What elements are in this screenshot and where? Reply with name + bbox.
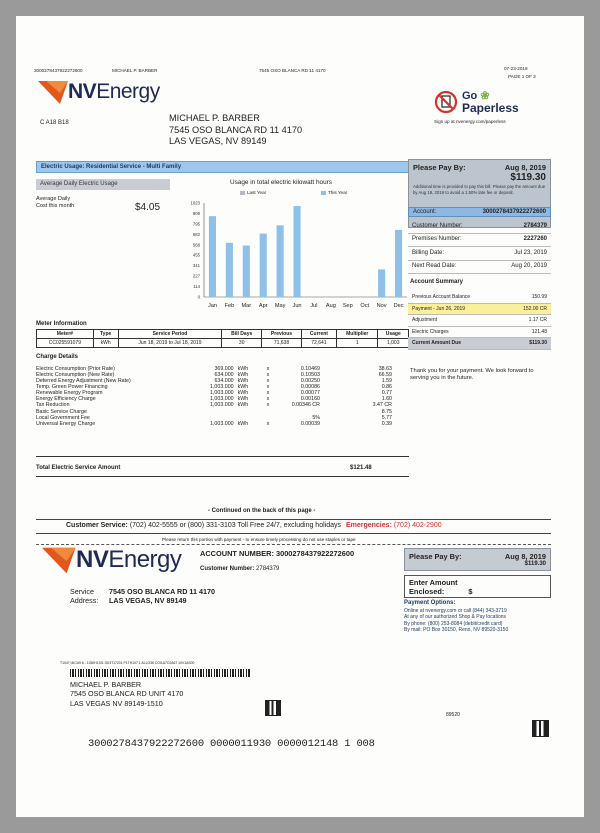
account-summary-row — [408, 292, 551, 304]
charge-amount: 66.59 — [378, 372, 392, 379]
footer-rule-top — [36, 519, 551, 520]
meter-col-current: Current — [301, 330, 336, 339]
y-tick-label: 227 — [192, 273, 200, 279]
charge-qty: 634.000 — [214, 372, 234, 379]
top-account-number: 3000278437922272600 — [34, 68, 83, 73]
x-tick-label: May — [274, 303, 286, 309]
pay-by-date: Aug 8, 2019 — [504, 163, 546, 172]
avg-label-2: Cost this month — [36, 202, 75, 209]
charge-desc: Basic Service Charge — [36, 408, 87, 415]
payment-option: Online at nvenergy.com or call (844) 343-3719 — [404, 608, 507, 614]
return-portion-note: Please return this portion with payment - to ensure timely processing do not use staples or tape — [162, 537, 356, 542]
x-tick-label: Jun — [292, 303, 302, 309]
page-number: PAGE 1 OF 3 — [508, 74, 536, 79]
charge-amount: 0.39 — [381, 420, 392, 427]
summary-value: 121.48 — [531, 328, 547, 335]
route-code: C A18 B18 — [40, 120, 69, 126]
total-value: $121.48 — [350, 465, 372, 471]
account-detail-value: 2784379 — [523, 222, 547, 229]
charge-qty: 1,003.000 — [210, 384, 234, 391]
y-tick-label: 568 — [192, 242, 200, 248]
charge-x: x — [266, 390, 270, 397]
bill-page — [16, 16, 584, 817]
stub-flag-icon — [42, 545, 80, 575]
x-tick-label: Mar — [241, 303, 252, 309]
bar-this-year — [378, 269, 385, 297]
charge-x: x — [266, 378, 270, 385]
summary-label: Adjustment — [412, 317, 438, 324]
chart-title: Usage in total electric kilowatt hours — [230, 179, 332, 186]
meter-col-type: Type — [93, 330, 118, 339]
charge-desc: Deferred Energy Adjustment (New Rate) — [36, 378, 131, 385]
enter-amount-label-1: Enter Amount — [409, 578, 458, 587]
summary-value: 150.99 — [531, 294, 547, 301]
logo-wordmark: NVEnergy — [68, 80, 160, 103]
charge-qty: 1,003.000 — [210, 420, 234, 427]
charge-desc: Tax Reduction — [36, 402, 70, 409]
charge-desc: Energy Efficiency Charge — [36, 396, 96, 403]
account-detail-row — [408, 261, 551, 275]
bar-this-year — [395, 230, 402, 297]
top-date: 07-23-2019 — [504, 66, 528, 71]
meter-row — [37, 339, 409, 348]
charge-x: x — [266, 420, 270, 427]
account-detail-label: Billing Date: — [412, 249, 445, 256]
stub-service-label-1: Service — [70, 587, 94, 596]
no-paper-icon — [434, 90, 458, 114]
meter-col-multiplier: Multiplier — [337, 330, 378, 339]
charge-qty: 1,003.000 — [210, 402, 234, 409]
charge-unit: kWh — [237, 396, 249, 403]
charge-amount: 1.60 — [381, 396, 392, 403]
amount-due: $119.30 — [510, 172, 546, 184]
enter-amount-label-2: Enclosed: — [409, 586, 445, 596]
meter-current: 72,641 — [301, 339, 336, 348]
charge-rate: 0.00039 — [300, 420, 320, 427]
account-detail-label: Customer Number: — [412, 222, 463, 229]
charge-desc: Electric Consumption (Prior Rate) — [36, 366, 115, 372]
stub-account-number: 3000278437922272600 — [275, 549, 355, 558]
meter-period: Jun 18, 2019 to Jul 18, 2019 — [118, 339, 222, 348]
avg-daily-cost: $4.05 — [135, 202, 161, 213]
charge-amount: 8.75 — [381, 408, 392, 415]
meter-number: CC025591079 — [37, 339, 94, 348]
charge-amount: 38.63 — [378, 366, 392, 372]
x-tick-label: Oct — [360, 303, 370, 309]
summary-label: Current Amount Due — [412, 340, 461, 347]
charge-details-title: Charge Details — [36, 354, 79, 360]
enter-amount-box[interactable] — [404, 575, 551, 598]
account-summary-row — [408, 338, 551, 350]
x-tick-label: Apr — [258, 303, 268, 309]
postal-barcode — [70, 669, 250, 677]
y-tick-label: 682 — [192, 231, 200, 237]
account-number: 3000278437922272600 — [482, 209, 546, 215]
legend-swatch-this — [321, 191, 326, 195]
charge-x: x — [266, 402, 270, 409]
cs-numbers: (702) 402-5555 or (800) 331-3103 Toll Free 24/7, excluding holidays — [129, 522, 341, 529]
pay-by-label: Please Pay By: — [413, 163, 466, 172]
stub-logo — [42, 545, 181, 575]
total-divider — [36, 476, 409, 477]
charge-desc: Temp. Green Power Financing — [36, 384, 108, 391]
charge-amount: 1.59 — [381, 378, 392, 385]
charge-rate: 0.10469 — [300, 366, 320, 372]
stub-logo-wordmark: NVEnergy — [76, 546, 182, 573]
avg-daily-title: Average Daily Electric Usage — [36, 179, 170, 190]
charge-desc: Renewable Energy Program — [36, 390, 103, 397]
stub-amount: $119.30 — [524, 561, 546, 568]
bar-this-year — [209, 216, 216, 297]
nv-energy-logo — [38, 79, 160, 105]
meter-type: kWh — [93, 339, 118, 348]
legend-swatch-last — [240, 191, 245, 195]
pay-by-box — [408, 159, 551, 228]
charge-unit: kWh — [237, 372, 249, 379]
y-tick-label: 341 — [192, 263, 200, 269]
enter-amount-dollar: $ — [468, 586, 473, 596]
nv-energy-flag-icon — [38, 79, 72, 105]
account-summary — [408, 292, 551, 350]
summary-label: Electric Charges — [412, 328, 449, 335]
stub-service-city: LAS VEGAS, NV 89149 — [109, 596, 187, 606]
x-tick-label: Aug — [325, 303, 336, 309]
account-detail-label: Premises Number: — [412, 236, 462, 242]
account-detail-value: Aug 20, 2019 — [511, 263, 547, 269]
mail-street: 7545 OSO BLANCA RD UNIT 4170 — [70, 689, 184, 699]
avg-daily-labels — [36, 196, 74, 210]
charges-table — [34, 366, 394, 427]
go-paperless-badge — [434, 90, 519, 114]
y-tick-label: 114 — [193, 284, 200, 290]
stub-service-label-2: Address: — [70, 596, 99, 606]
x-tick-label: Jan — [207, 303, 217, 309]
paperless-signup-link[interactable]: Sign up at nvenergy.com/paperless — [434, 119, 506, 124]
emergency-number: (702) 402-2900 — [393, 522, 442, 529]
charge-amount: 0.77 — [381, 390, 392, 397]
stub-pay-by-date: Aug 8, 2019 — [504, 552, 546, 561]
x-tick-label: Feb — [224, 303, 235, 309]
bar-this-year — [260, 234, 267, 297]
meter-info-title: Meter Information — [36, 321, 87, 327]
payment-option: At any of our authorized Shop & Pay locations — [404, 614, 507, 621]
charge-qty: 1,003.000 — [210, 390, 234, 397]
charge-x: x — [266, 366, 270, 372]
account-number-bar — [408, 207, 551, 217]
account-summary-row — [408, 304, 551, 316]
late-fee-note: Additional time is provided to pay this bill. Please pay the amount due by Aug 18, 2019 to avoid a 1.50% late fee or deposit. — [413, 184, 546, 195]
y-tick-label: 795 — [192, 221, 200, 227]
x-tick-label: Dec — [393, 303, 404, 309]
stub-service-street: 7545 OSO BLANCA RD 11 4170 — [109, 587, 215, 596]
meter-col-previous: Previous — [262, 330, 302, 339]
charge-rate: 0.00250 — [300, 378, 320, 385]
legend-label-last: Last Year — [247, 190, 267, 195]
paperless-word: Paperless — [462, 100, 519, 115]
meter-table — [36, 329, 409, 348]
code-right: 89520 — [446, 712, 460, 718]
charges-divider — [36, 456, 409, 457]
account-summary-title: Account Summary — [410, 279, 464, 285]
charge-x: x — [266, 396, 270, 403]
summary-value: $119.30 — [529, 340, 547, 347]
charge-unit: kWh — [237, 384, 249, 391]
meter-previous: 71,638 — [262, 339, 302, 348]
customer-address-block — [169, 113, 302, 148]
charge-row — [34, 421, 394, 427]
charge-desc: Local Government Fee — [36, 414, 90, 421]
stub-pay-by-label: Please Pay By: — [409, 552, 462, 561]
legend-label-this: This Year — [328, 190, 348, 195]
y-tick-label: 909 — [192, 210, 200, 216]
charge-qty: 369.000 — [214, 366, 234, 372]
mail-sort-code: T1047 I4ICA9 6 - 1I3I0H1SI1 GII3T17201 P1TH107 1 ALLO36 COI1A7C0A67 10V1AS00 — [60, 661, 195, 665]
summary-label: Previous Account Balance — [412, 294, 471, 301]
account-detail-row — [408, 247, 551, 261]
payment-options-title: Payment Options: — [404, 600, 456, 606]
account-detail-row — [408, 234, 551, 248]
stub-account-line — [200, 549, 354, 558]
charge-rate: 0.00086 — [300, 384, 320, 391]
legend-this-year — [321, 190, 347, 196]
x-tick-label: Nov — [376, 303, 387, 309]
stub-account-label: ACCOUNT NUMBER: — [200, 549, 274, 558]
legend-last-year — [240, 190, 266, 196]
meter-col-meter: Meter# — [37, 330, 94, 339]
usage-bar-chart — [176, 199, 411, 311]
total-label: Total Electric Service Amount — [36, 465, 121, 471]
ocr-scanline: 3000278437922272600 0000011930 0000012148 1 008 — [88, 738, 375, 750]
stub-service-address — [109, 587, 215, 606]
leaf-icon: ❀ — [480, 89, 490, 102]
y-tick-label: 455 — [192, 252, 200, 258]
x-tick-label: Sep — [342, 303, 353, 309]
qr-code-center — [265, 700, 281, 716]
charge-unit: kWh — [237, 420, 249, 427]
charge-x: x — [266, 372, 270, 379]
summary-value: 1.17 CR — [528, 317, 547, 324]
paperless-go: Go — [462, 89, 478, 102]
charge-rate: 0.00077 — [300, 390, 320, 397]
mail-city: LAS VEGAS NV 89149-1510 — [70, 698, 163, 708]
customer-city: LAS VEGAS, NV 89149 — [169, 136, 267, 146]
bar-this-year — [226, 243, 233, 297]
continued-note: - Continued on the back of this page - — [208, 508, 316, 514]
usage-section-title: Electric Usage: Residential Service - Multi Family — [36, 161, 409, 173]
meter-days: 30 — [222, 339, 262, 348]
customer-service-line — [66, 522, 442, 529]
customer-street: 7545 OSO BLANCA RD 11 4170 — [169, 124, 303, 135]
account-details — [408, 220, 551, 274]
charge-x: x — [266, 384, 270, 391]
charge-amount: 3.47 CR — [372, 402, 392, 409]
top-address: 7545 OSO BLANCA RD 11 4170 — [259, 68, 326, 73]
meter-header-row — [37, 330, 409, 339]
bar-this-year — [243, 246, 250, 297]
y-tick-label: 1023 — [190, 200, 200, 206]
charge-unit: kWh — [237, 378, 249, 385]
footer-rule-bottom — [36, 533, 551, 534]
stub-pay-by-box — [404, 548, 551, 571]
payment-option: By mail: PO Box 30150, Reno, NV 89520-3150 — [404, 626, 509, 633]
thank-you-note: Thank you for your payment. We look forward to serving you in the future. — [410, 368, 534, 382]
charge-rate: 0.00346 CR — [291, 402, 320, 409]
meter-col-period: Service Period — [118, 330, 222, 339]
charge-qty: 1,003.000 — [210, 396, 234, 403]
cs-label: Customer Service: — [66, 522, 128, 529]
mailing-address — [70, 680, 183, 708]
account-detail-label: Next Read Date: — [412, 263, 457, 269]
charge-unit: kWh — [237, 390, 249, 397]
charge-rate: 5% — [312, 414, 320, 421]
account-label: Account: — [413, 209, 437, 215]
qr-code-right — [532, 720, 549, 737]
stub-customer-label: Customer Number: — [200, 566, 255, 572]
charge-rate: 0.10503 — [300, 372, 320, 379]
charge-desc: Electric Consumption (New Rate) — [36, 372, 115, 379]
x-tick-label: Jul — [310, 303, 318, 309]
charge-unit: kWh — [237, 402, 249, 409]
meter-col-days: Bill Days — [222, 330, 262, 339]
charge-desc: Universal Energy Charge — [36, 420, 96, 427]
summary-value: 152.00 CR — [523, 305, 547, 312]
summary-label: Payment - Jun 26, 2019 — [412, 305, 466, 312]
charge-amount: 0.86 — [381, 384, 392, 391]
stub-customer-line — [200, 566, 279, 574]
meter-multiplier: 1 — [337, 339, 378, 348]
top-customer-name: MICHAEL P. BARBER — [112, 68, 158, 73]
account-summary-row — [408, 315, 551, 327]
payment-options-list — [404, 608, 508, 633]
meter-usage: 1,003 — [378, 339, 409, 348]
bar-this-year — [277, 225, 284, 297]
account-summary-row — [408, 327, 551, 339]
avg-label-1: Average Daily — [36, 196, 71, 202]
payment-option: By phone: (800) 253-8084 (debit/credit card) — [404, 620, 503, 627]
y-tick-label: 0 — [197, 294, 200, 300]
customer-name: MICHAEL P. BARBER — [169, 113, 260, 123]
charge-amount: 5.77 — [381, 414, 392, 421]
stub-customer-number: 2784379 — [256, 566, 280, 572]
emergency-label: Emergencies: — [345, 522, 392, 529]
stub-service-labels — [70, 587, 98, 606]
meter-col-usage: Usage — [378, 330, 409, 339]
charge-qty: 634.000 — [214, 378, 234, 385]
charge-unit: kWh — [237, 366, 249, 372]
account-detail-value: Jul 23, 2019 — [514, 249, 547, 256]
charge-rate: 0.00160 — [300, 396, 320, 403]
mail-name: MICHAEL P. BARBER — [70, 680, 142, 689]
account-detail-row — [408, 220, 551, 234]
account-detail-value: 2227260 — [523, 236, 547, 242]
bar-this-year — [293, 206, 300, 297]
